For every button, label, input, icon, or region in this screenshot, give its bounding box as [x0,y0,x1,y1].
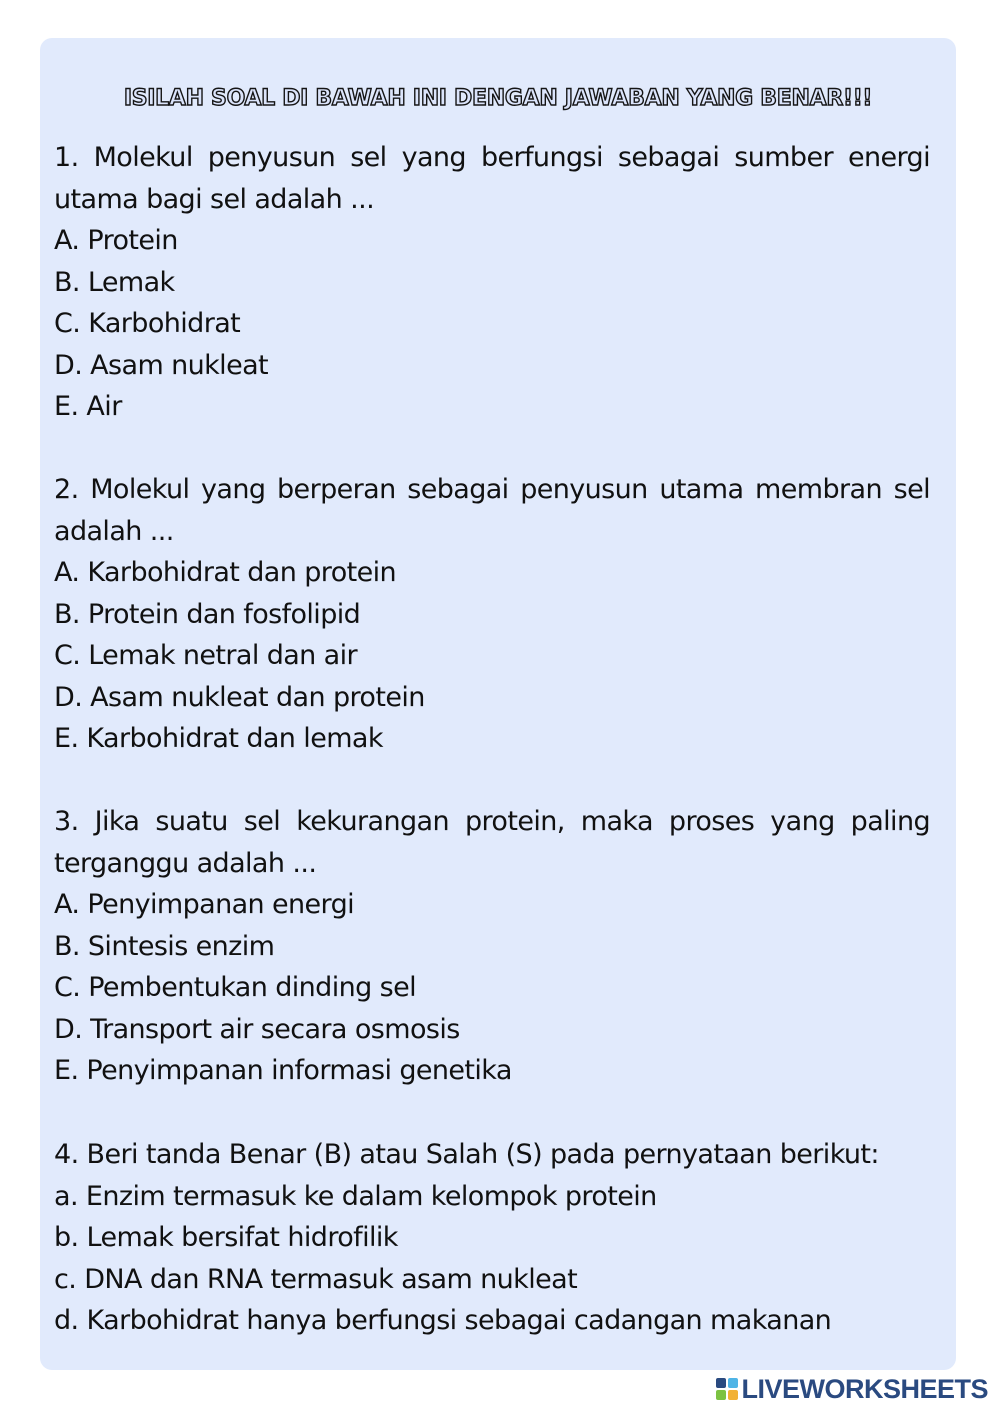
worksheet-heading: ISILAH SOAL DI BAWAH INI DENGAN JAWABAN YANG BENAR!!! [123,86,873,111]
question-text: 1. Molekul penyusun sel yang berfungsi sebagai sumber energi utama bagi sel adalah ... [54,142,930,215]
question-text: 3. Jika suatu sel kekurangan protein, maka proses yang paling terganggu adalah ... [54,806,930,879]
answer-option[interactable]: A. Protein [54,225,178,256]
answer-option[interactable]: E. Karbohidrat dan lemak [54,723,383,754]
liveworksheets-logo[interactable] [716,1372,988,1406]
logo-square [728,1390,738,1400]
logo-square [728,1378,738,1388]
question-4 [54,1134,930,1342]
worksheet-card [40,38,956,1370]
statement-item[interactable]: b. Lemak bersifat hidrofilik [54,1222,398,1253]
answer-option[interactable]: B. Sintesis enzim [54,930,275,962]
answer-option[interactable]: A. Penyimpanan energi [54,889,355,920]
answer-option[interactable]: D. Asam nukleat dan protein [54,681,425,713]
answer-option[interactable]: B. Protein dan fosfolipid [54,598,361,630]
question-1 [54,137,930,428]
question-2 [54,469,930,760]
answer-option[interactable]: B. Lemak [54,266,175,298]
question-text: 4. Beri tanda Benar (B) atau Salah (S) pada pernyataan berikut: [54,1139,879,1170]
answer-option[interactable]: E. Penyimpanan informasi genetika [54,1055,512,1086]
logo-square [716,1390,726,1400]
question-text: 2. Molekul yang berperan sebagai penyusun utama membran sel adalah ... [54,474,930,547]
liveworksheets-logo-icon [716,1378,738,1400]
question-3 [54,801,930,1092]
statement-item[interactable]: c. DNA dan RNA termasuk asam nukleat [54,1263,578,1295]
answer-option[interactable]: C. Karbohidrat [54,308,241,339]
logo-square [716,1378,726,1388]
answer-option[interactable]: C. Lemak netral dan air [54,640,358,671]
statement-item[interactable]: a. Enzim termasuk ke dalam kelompok protein [54,1180,657,1212]
answer-option[interactable]: A. Karbohidrat dan protein [54,557,397,588]
answer-option[interactable]: D. Transport air secara osmosis [54,1013,460,1045]
statement-item[interactable]: d. Karbohidrat hanya berfungsi sebagai cadangan makanan [54,1305,832,1336]
answer-option[interactable]: C. Pembentukan dinding sel [54,972,417,1003]
answer-option[interactable]: E. Air [54,391,122,422]
answer-option[interactable]: D. Asam nukleat [54,349,269,381]
logo-text: LIVEWORKSHEETS [741,1373,988,1404]
